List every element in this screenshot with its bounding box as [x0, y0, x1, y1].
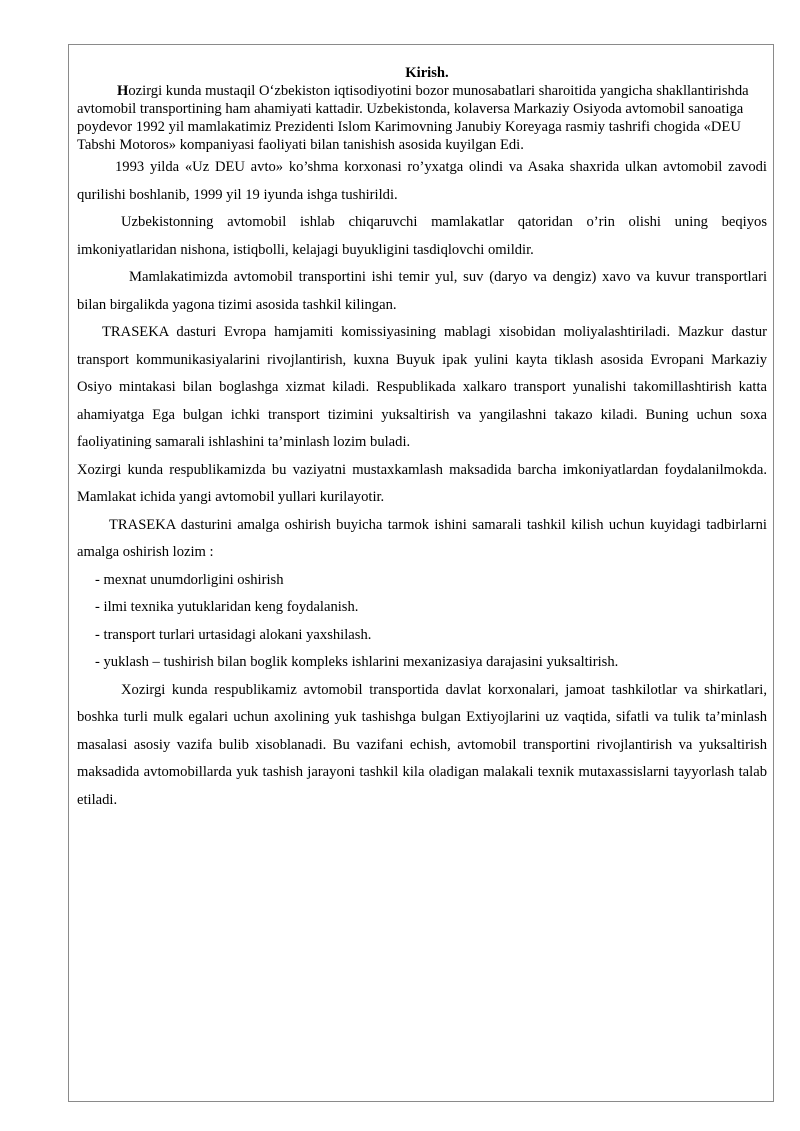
- task-list: [77, 567, 767, 677]
- list-item: - ilmi texnika yutuklaridan keng foydalanish.: [95, 599, 359, 615]
- document-body: [77, 64, 767, 814]
- paragraph-3: Mamlakatimizda avtomobil transportini ishi temir yul, suv (daryo va dengiz) xavo va kuvur transportlari bilan birgalikda yagona tizimi asosida tashkil kilingan.: [77, 269, 767, 313]
- paragraph-2: Uzbekistonning avtomobil ishlab chiqaruvchi mamlakatlar qatoridan o’rin olishi uning beqiyos imkoniyatlaridan nishona, istiqbolli, kelajagi buyukligini tasdiqlovchi omildir.: [77, 214, 767, 258]
- paragraph-6: TRASEKA dasturini amalga oshirish buyicha tarmok ishini samarali tashkil kilish uchun kuyidagi tadbirlarni amalga oshirish lozim :: [77, 516, 767, 560]
- closing-paragraph: Xozirgi kunda respublikamiz avtomobil transportida davlat korxonalari, jamoat tashkilotlar va shirkatlari, boshka turli mulk egalari uchun axolining yuk tashishga bulgan Extiyojlarini uz vaqtida, sifatli va tulik ta’minlash masalasi asosiy vazifa bulib xisoblanadi. Bu vazifani echish, avtomobil transportini rivojlantirish va yuksaltirish maksadida avtomobillarda yuk tashish jarayoni tashkil kila oladigan malakali texnik mutaxassislarni tayyorlash talab etiladi.: [77, 681, 767, 808]
- paragraph-4: TRASEKA dasturi Evropa hamjamiti komissiyasining mablagi xisobidan moliyalashtiriladi. Mazkur dastur transport kommunikasiyalarini rivojlantirish, kuxna Buyuk ipak yulini kayta tiklash asosida Evropani Markaziy Osiyo mintakasi bilan boglashga xizmat kiladi. Respublikada xalkaro transport yunalishi takomillashtirish katta ahamiyatga Ega bulgan ichki transport tizimini yuksaltirish va yangilashni takazo kiladi. Buning uchun soxa faoliyatining samarali ishlashini ta’minlash lozim buladi.: [77, 324, 767, 450]
- paragraph-1: 1993 yilda «Uz DEU avto» ko’shma korxonasi ro’yxatga olindi va Asaka shaxrida ulkan avtomobil zavodi qurilishi boshlanib, 1999 yil 19 iyunda ishga tushirildi.: [77, 159, 767, 203]
- intro-text: ozirgi kunda mustaqil O‘zbekiston iqtisodiyotini bozor munosabatlari sharoitida yangicha shakllantirishda avtomobil transportining ham ahamiyati kattadir. Uzbekistonda, kolaversa Markaziy Osiyoda avtomobil sanoatiga poydevor 1992 yil mamlakatimiz Prezidenti Islom Karimovning Janubiy Koreyaga rasmiy tashrifi chogida «DEU Tabshi Motoros» kompaniyasi faoliyati bilan tanishish asosida kuyilgan Edi.: [77, 83, 749, 153]
- document-title: Kirish.: [405, 65, 449, 81]
- list-item: - mexnat unumdorligini oshirish: [95, 571, 284, 588]
- intro-paragraph: [77, 82, 767, 154]
- list-item: - transport turlari urtasidagi alokani yaxshilash.: [95, 626, 372, 643]
- list-item: - yuklash – tushirish bilan boglik kompleks ishlarini mexanizasiya darajasini yuksaltirish.: [95, 654, 619, 670]
- intro-dropcap: H: [117, 83, 129, 99]
- paragraph-5: Xozirgi kunda respublikamizda bu vaziyatni mustaxkamlash maksadida barcha imkoniyatlardan foydalanilmokda. Mamlakat ichida yangi avtomobil yullari kurilayotir.: [77, 461, 767, 505]
